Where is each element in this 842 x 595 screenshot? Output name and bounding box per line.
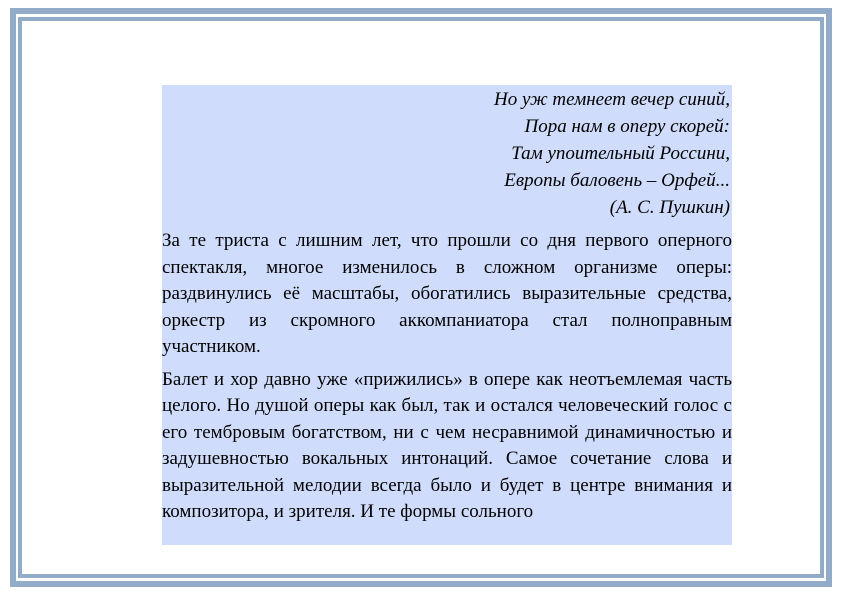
epigraph-line: Европы баловень – Орфей... xyxy=(504,170,730,191)
epigraph-line: Но уж темнеет вечер синий, xyxy=(494,89,730,110)
epigraph-line: Там упоительный Россини, xyxy=(511,143,730,164)
paragraph: За те триста с лишним лет, что прошли со дня первого оперного спектакля, многое изменилось в сложном организме оперы: раздвинулись её масштабы, обогатились выразительные средства, оркестр из скромного аккомпаниатора стал полноправным участником. xyxy=(162,230,732,357)
epigraph-attribution: (А. С. Пушкин) xyxy=(609,197,730,218)
epigraph-line: Пора нам в оперу скорей: xyxy=(524,116,730,137)
epigraph xyxy=(162,85,732,221)
paragraph: Балет и хор давно уже «прижились» в опере как неотъемлемая часть целого. Но душой оперы как был, так и остался человеческий голос с его тембровым богатством, ни с чем несравнимой динамичностью и задушевностью вокальных интонаций. Самое сочетание слова и выразительной мелодии всегда было и будет в центре внимания и композитора, и зрителя. И те формы сольного xyxy=(162,368,732,522)
text-block xyxy=(162,85,732,545)
